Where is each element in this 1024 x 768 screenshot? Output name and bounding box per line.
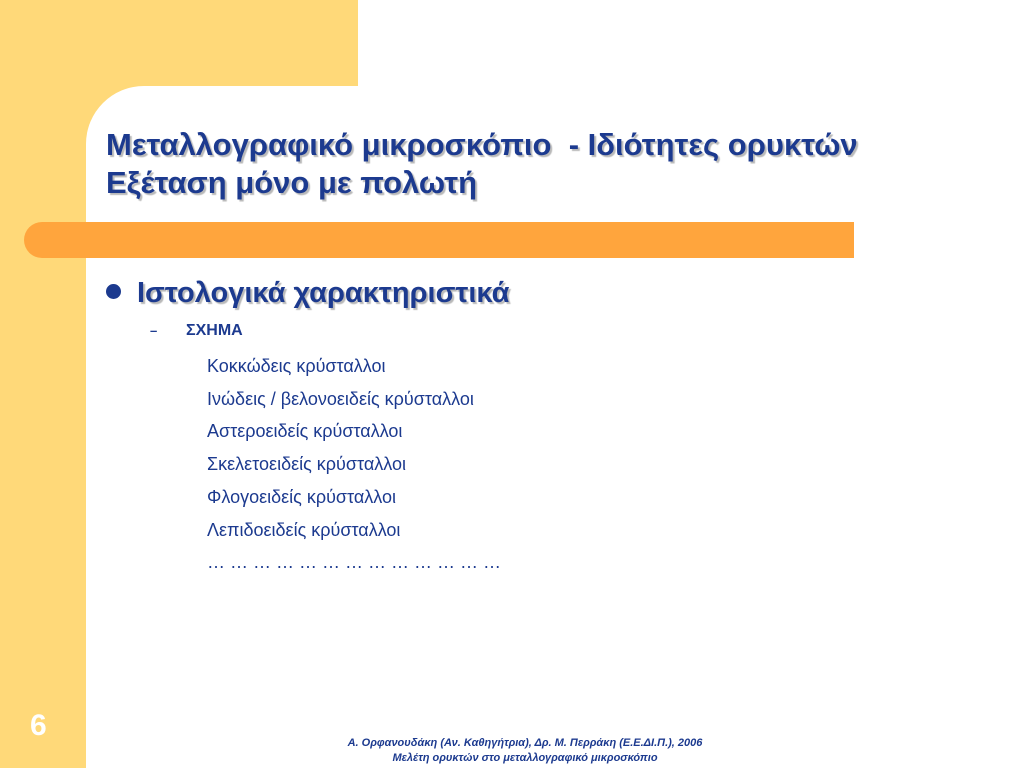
list-item: Φλογοειδείς κρύσταλλοι <box>207 486 397 507</box>
top-decorative-band <box>0 0 358 86</box>
crystal-shape-list <box>207 350 501 579</box>
list-item: Κοκκώδεις κρύσταλλοι <box>207 356 386 376</box>
bullet-dot-icon <box>106 284 121 299</box>
list-item-ellipsis: … … … … … … … … … … … … … <box>207 552 502 573</box>
list-item: Σκελετοειδείς κρύσταλλοι <box>207 454 406 475</box>
main-bullet-text: Ιστολογικά χαρακτηριστικά <box>137 277 510 309</box>
slide-title-line-2: Εξέταση μόνο με πολωτή <box>106 165 478 200</box>
sub-bullet-text: ΣΧΗΜΑ <box>186 322 243 339</box>
list-item: Λεπιδοειδείς κρύσταλλοι <box>207 519 401 540</box>
main-bullet <box>106 274 509 312</box>
slide-title-line-1: Μεταλλογραφικό μικροσκόπιο - Ιδιότητες ορυκτών <box>106 127 858 162</box>
sub-bullet <box>150 320 243 342</box>
dash-icon: – <box>150 323 158 338</box>
footer <box>260 736 790 766</box>
footer-authors: Α. Ορφανουδάκη (Αν. Καθηγήτρια), Δρ. Μ. Περράκη (Ε.Ε.ΔΙ.Π.), 2006 <box>347 737 703 749</box>
title-underline-bar <box>24 222 854 258</box>
footer-course-title: Μελέτη ορυκτών στο μεταλλογραφικό μικροσκόπιο <box>392 752 658 764</box>
page-number: 6 <box>30 709 47 742</box>
slide-title <box>106 126 986 202</box>
list-item: Ινώδεις / βελονοειδείς κρύσταλλοι <box>207 388 474 409</box>
list-item: Αστεροειδείς κρύσταλλοι <box>207 421 403 442</box>
left-decorative-band <box>0 0 86 768</box>
